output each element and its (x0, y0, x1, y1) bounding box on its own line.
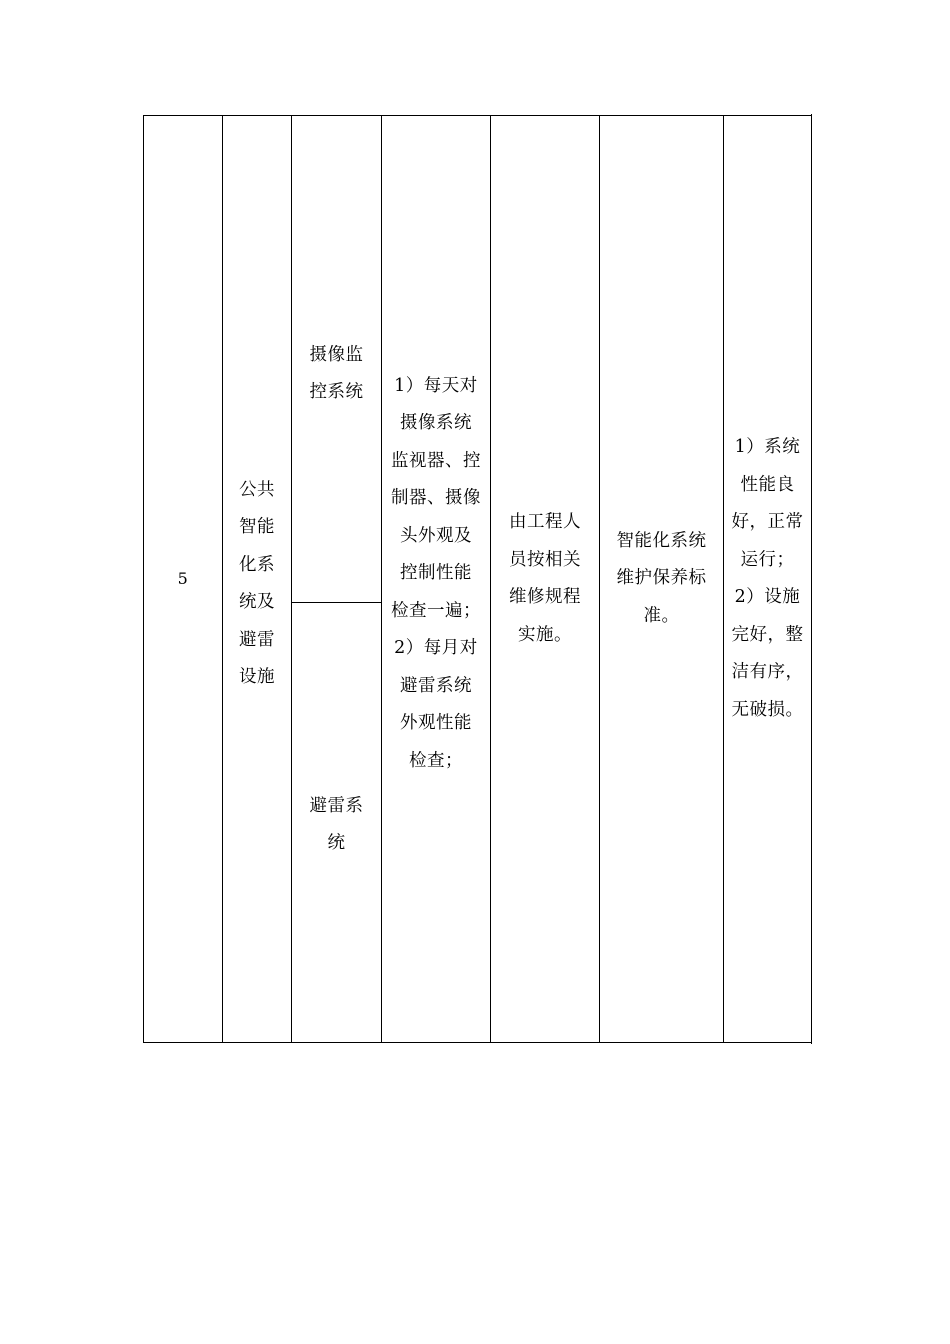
maintenance-table (143, 115, 812, 1043)
category-text: 公共 智能 化系 统及 避雷 设施 (239, 479, 275, 687)
index-cell (144, 116, 222, 1042)
item-lightning-text: 避雷系 统 (309, 795, 364, 853)
method-cell (491, 116, 599, 1042)
content-text: 1）每天对 摄像系统 监视器、控 制器、摄像 头外观及 控制性能 检查一遍； 2）每月对 避雷系统 外观性能 检查； (391, 375, 481, 771)
result-text: 1）系统 性能良 好，正常 运行； 2）设施 完好，整 洁有序， 无破损。 (731, 437, 804, 720)
row-index: 5 (177, 569, 189, 589)
table-right-border (811, 114, 812, 1044)
result-cell (724, 116, 811, 1042)
item-camera-text: 摄像监 控系统 (309, 344, 364, 402)
standard-cell (600, 116, 723, 1042)
content-cell (382, 116, 490, 1042)
standard-text: 智能化系统 维护保养标 准。 (616, 530, 707, 626)
item-cell-camera (292, 116, 381, 602)
category-cell (223, 116, 291, 1042)
item-cell-lightning (292, 603, 381, 1042)
method-text: 由工程人 员按相关 维修规程 实施。 (509, 512, 581, 645)
